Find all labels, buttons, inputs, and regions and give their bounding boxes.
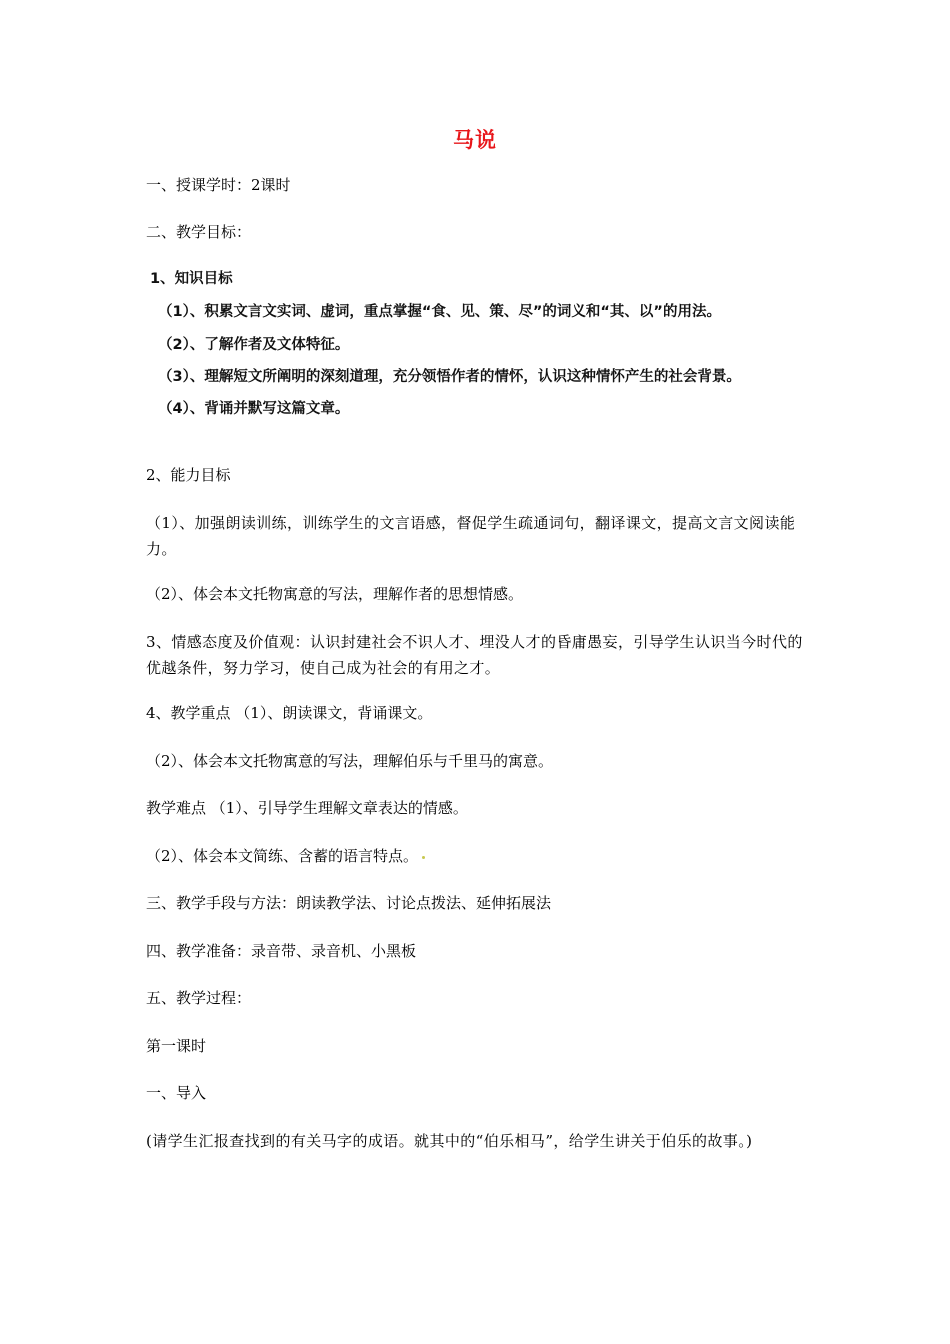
section-process: 五、教学过程： (146, 989, 252, 1007)
key-points-line: 4、教学重点 （1）、朗读课文，背诵课文。 (146, 704, 433, 722)
section-preparation: 四、教学准备：录音带、录音机、小黑板 (146, 942, 417, 960)
knowledge-goal-item: （4）、背诵并默写这篇文章。 (158, 401, 350, 417)
knowledge-goal-item: （2）、了解作者及文体特征。 (158, 337, 350, 353)
stray-mark (422, 856, 425, 859)
difficulties-line-text: （2）、体会本文简练、含蓄的语言特点。 (146, 847, 419, 865)
key-points-line: （2）、体会本文托物寓意的写法，理解伯乐与千里马的寓意。 (146, 752, 554, 770)
knowledge-goal-item: （3）、理解短文所阐明的深刻道理，充分领悟作者的情怀，认识这种情怀产生的社会背景。 (158, 369, 741, 385)
ability-goals-heading: 2、能力目标 (146, 466, 231, 484)
emotion-goals: 3、情感态度及价值观：认识封建社会不识人才、埋没人才的昏庸愚妄，引导学生认识当今时代的优越条件，努力学习，使自己成为社会的有用之才。 (146, 633, 803, 677)
intro-heading: 一、导入 (146, 1084, 207, 1102)
intro-text: (请学生汇报查找到的有关马字的成语。就其中的“伯乐相马”，给学生讲关于伯乐的故事。) (146, 1132, 753, 1150)
knowledge-goals-heading: 1、知识目标 (150, 271, 233, 287)
section-teaching-goals: 二、教学目标： (146, 223, 252, 241)
section-methods: 三、教学手段与方法：朗读教学法、讨论点拨法、延伸拓展法 (146, 894, 552, 912)
difficulties-line: 教学难点 （1）、引导学生理解文章表达的情感。 (146, 799, 468, 817)
difficulties-line (146, 843, 811, 869)
lesson-one-heading: 第一课时 (146, 1037, 207, 1055)
knowledge-goal-item: （1）、积累文言文实词、虚词，重点掌握“食、见、策、尽”的词义和“其、以”的用法。 (158, 304, 721, 320)
document-title: 马说 (453, 128, 497, 152)
ability-goal-item: （2）、体会本文托物寓意的写法，理解作者的思想情感。 (146, 585, 524, 603)
section-teaching-hours: 一、授课学时：2课时 (146, 176, 291, 194)
ability-goal-item: （1）、加强朗读训练，训练学生的文言语感，督促学生疏通词句，翻译课文，提高文言文阅读能力。 (146, 514, 796, 558)
